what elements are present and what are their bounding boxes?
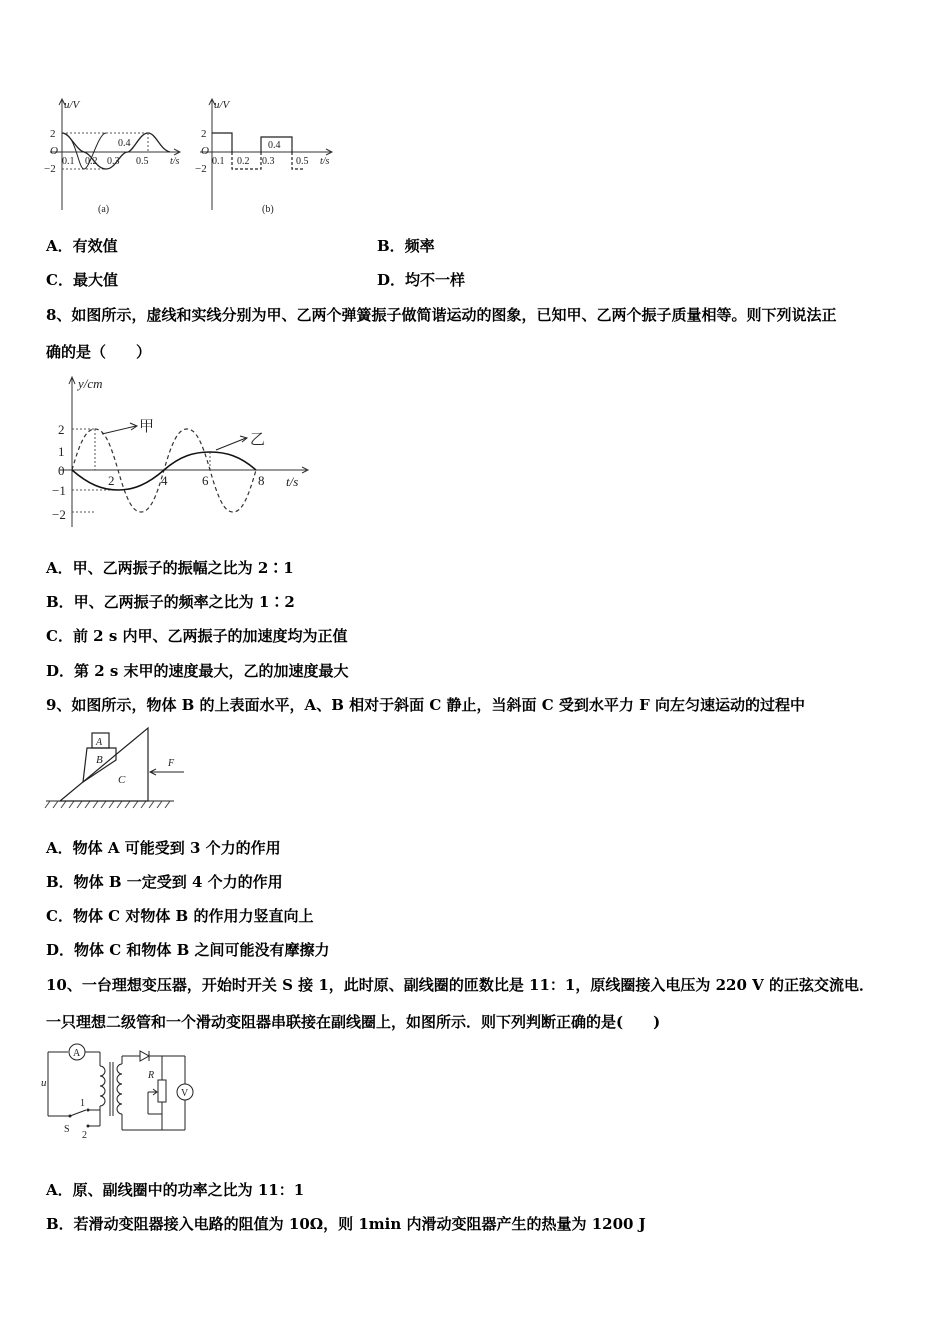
q8-option-a[interactable]: A．甲、乙两振子的振幅之比为 2∶1 [46, 559, 294, 577]
q10-option-a[interactable]: A．原、副线圈中的功率之比为 11：1 [46, 1181, 305, 1199]
fig-a-ybottom: −2 [44, 163, 56, 175]
q8-xtick: 6 [202, 473, 209, 488]
q10-tap-2: 2 [82, 1130, 87, 1141]
q9-option-a[interactable]: A．物体 A 可能受到 3 个力的作用 [46, 839, 281, 857]
q8-xtick: 2 [108, 473, 115, 488]
q7-option-a[interactable]: A．有效值 [46, 237, 118, 255]
fig-b-tick: 0.5 [296, 156, 309, 167]
q8-label-jia: 甲 [139, 419, 155, 435]
q10-stem-line2: 一只理想二级管和一个滑动变阻器串联接在副线圈上，如图所示．则下列判断正确的是( ) [46, 1013, 661, 1031]
fig-a-ylabel: u/V [64, 99, 80, 111]
fig-a-tick: 0.3 [107, 156, 120, 167]
q9-option-b[interactable]: B．物体 B 一定受到 4 个力的作用 [46, 873, 283, 891]
q9-option-c[interactable]: C．物体 C 对物体 B 的作用力竖直向上 [46, 907, 314, 925]
fig-b-tick: 0.4 [268, 140, 281, 151]
q8-option-b[interactable]: B．甲、乙两振子的频率之比为 1∶2 [46, 593, 295, 611]
q8-ytick: −1 [52, 483, 66, 498]
q10-u-label: u [41, 1077, 47, 1089]
q10-r-label: R [148, 1070, 155, 1081]
fig-a-origin: O [50, 145, 58, 157]
q8-xtick: 8 [258, 473, 265, 488]
fig-a-tick: 0.5 [136, 156, 149, 167]
figure-a-sine-voltage [40, 92, 200, 222]
q9-option-d[interactable]: D．物体 C 和物体 B 之间可能没有摩擦力 [46, 941, 330, 959]
fig-a-caption: (a) [98, 204, 110, 215]
q8-xlabel: t/s [286, 474, 299, 489]
q8-option-c[interactable]: C．前 2 s 内甲、乙两振子的加速度均为正值 [46, 627, 348, 645]
q9-stem: 9、如图所示，物体 B 的上表面水平，A、B 相对于斜面 C 静止，当斜面 C 受到水平力 F 向左匀速运动的过程中 [46, 696, 805, 714]
fig-b-tick: 0.1 [212, 156, 225, 167]
q8-oscillation-chart [40, 372, 320, 532]
fig-b-origin: O [201, 145, 209, 157]
fig-b-ylabel: u/V [214, 99, 230, 111]
q8-ylabel: y/cm [78, 376, 103, 391]
q9-label-f: F [168, 758, 175, 769]
q10-option-b[interactable]: B．若滑动变阻器接入电路的阻值为 10Ω，则 1min 内滑动变阻器产生的热量为 1200 J [46, 1215, 646, 1233]
q8-ytick: −2 [52, 507, 66, 522]
q10-switch-s: S [64, 1124, 70, 1135]
fig-b-ybottom: −2 [195, 163, 207, 175]
q8-stem-line2: 确的是（ ） [46, 343, 152, 361]
q8-label-yi: 乙 [250, 432, 266, 448]
fig-b-xlabel: t/s [320, 156, 330, 167]
q8-option-d[interactable]: D．第 2 s 末甲的速度最大，乙的加速度最大 [46, 662, 349, 680]
q10-transformer-circuit [40, 1040, 200, 1146]
figure-b-square-voltage [192, 92, 352, 222]
q9-label-a: A [96, 737, 103, 748]
q9-label-b: B [96, 754, 103, 766]
fig-a-tick: 0.2 [85, 156, 98, 167]
q8-xtick: 4 [161, 473, 168, 488]
q8-ytick: 0 [58, 463, 65, 478]
q10-tap-1: 1 [80, 1098, 85, 1109]
q9-label-c: C [118, 774, 126, 786]
q10-voltmeter-label: V [181, 1088, 189, 1099]
fig-b-tick: 0.2 [237, 156, 250, 167]
q9-incline-figure [44, 726, 184, 810]
q8-ytick: 1 [58, 444, 65, 459]
fig-a-tick: 0.1 [62, 156, 75, 167]
q7-option-c[interactable]: C．最大值 [46, 271, 118, 289]
q7-option-d[interactable]: D．均不一样 [377, 271, 466, 289]
fig-a-tick: 0.4 [118, 138, 131, 149]
q7-option-b[interactable]: B．频率 [377, 237, 435, 255]
q10-stem-line1: 10、一台理想变压器，开始时开关 S 接 1，此时原、副线圈的匝数比是 11：1，原线圈接入电压为 220 V 的正弦交流电． [46, 976, 874, 994]
q8-ytick: 2 [58, 422, 65, 437]
fig-b-ytop: 2 [201, 128, 207, 140]
q10-ammeter-label: A [73, 1048, 81, 1059]
fig-a-xlabel: t/s [170, 156, 180, 167]
fig-b-tick: 0.3 [262, 156, 275, 167]
q8-stem-line1: 8、如图所示，虚线和实线分别为甲、乙两个弹簧振子做简谐运动的图象，已知甲、乙两个振子质量相等。则下列说法正 [46, 306, 837, 324]
fig-a-ytop: 2 [50, 128, 56, 140]
fig-b-caption: (b) [262, 204, 274, 215]
